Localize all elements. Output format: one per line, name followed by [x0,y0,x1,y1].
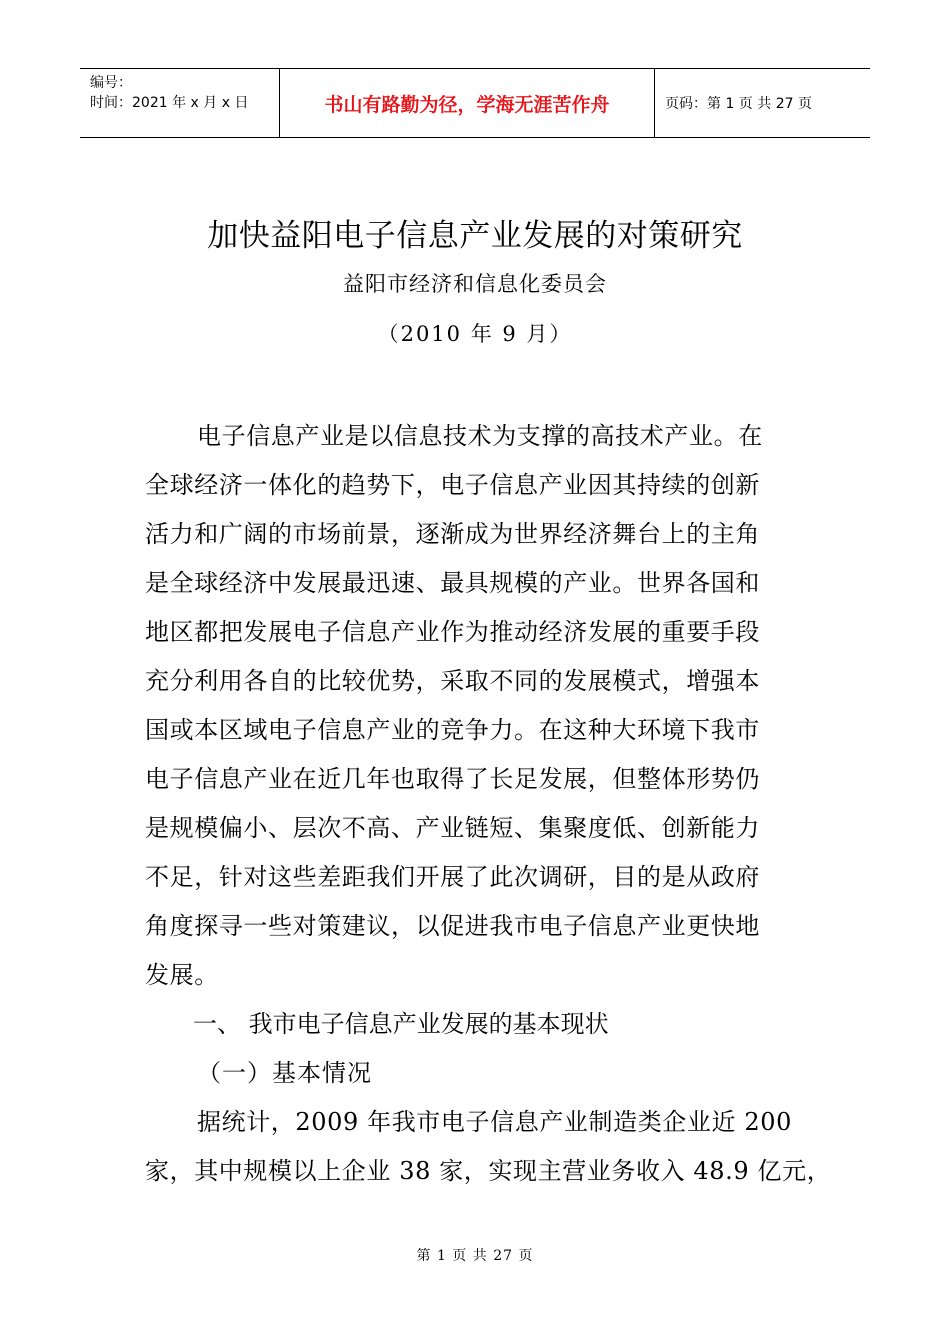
paragraph-line: 角度探寻一些对策建议，以促进我市电子信息产业更快地 [145,912,760,940]
paragraph-line: 全球经济一体化的趋势下，电子信息产业因其持续的创新 [145,471,760,499]
subsection-heading: （一）基本情况 [197,1059,372,1087]
paragraph-line: 地区都把发展电子信息产业作为推动经济发展的重要手段 [145,618,760,646]
paragraph-line: 电子信息产业在近几年也取得了长足发展，但整体形势仍 [145,765,760,793]
paragraph-line: 不足，针对这些差距我们开展了此次调研，目的是从政府 [145,863,760,891]
paragraph-line: 国或本区域电子信息产业的竞争力。在这种大环境下我市 [145,716,760,744]
document-organization: 益阳市经济和信息化委员会 [343,272,607,296]
document-title: 加快益阳电子信息产业发展的对策研究 [207,218,743,254]
document-body [145,412,832,1196]
document-header [80,68,870,138]
paragraph-line: 充分利用各自的比较优势，采取不同的发展模式，增强本 [145,667,760,695]
time-label: 时间：2021 年 x 月 x 日 [90,95,249,111]
header-page-info: 页码：第 1 页 共 27 页 [665,96,812,112]
document-date: （2010 年 9 月） [377,322,573,346]
paragraph-line: 是规模偏小、层次不高、产业链短、集聚度低、创新能力 [145,814,760,842]
number-label: 编号： [90,75,132,91]
page-footer: 第 1 页 共 27 页 [416,1248,534,1264]
paragraph-line: 家，其中规模以上企业 38 家，实现主营业务收入 48.9 亿元， [145,1157,832,1185]
paragraph-line: 电子信息产业是以信息技术为支撑的高技术产业。在 [197,422,763,450]
header-motto: 书山有路勤为径，学海无涯苦作舟 [280,69,655,137]
paragraph-line: 据统计，2009 年我市电子信息产业制造类企业近 200 [197,1108,792,1136]
paragraph-line: 发展。 [145,961,219,989]
paragraph-line: 是全球经济中发展最迅速、最具规模的产业。世界各国和 [145,569,760,597]
header-meta-cell [80,69,280,137]
paragraph-line: 活力和广阔的市场前景，逐渐成为世界经济舞台上的主角 [145,520,760,548]
section-heading: 一、 我市电子信息产业发展的基本现状 [193,1010,609,1038]
